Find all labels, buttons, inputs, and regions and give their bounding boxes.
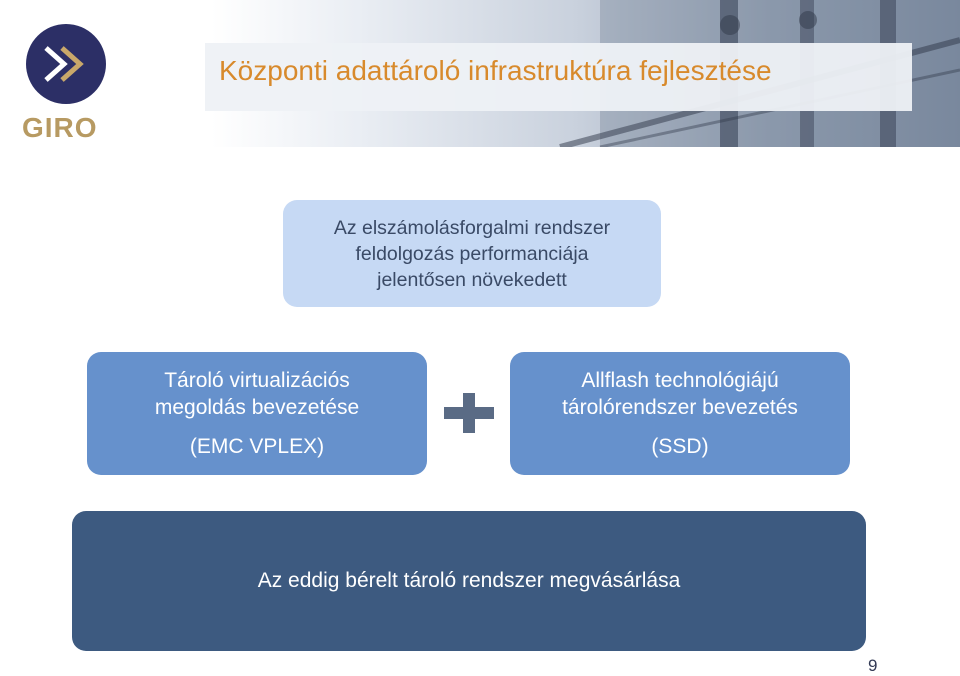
purchase-text: Az eddig bérelt tároló rendszer megvásárlása [257,569,681,592]
allflash-box [510,352,850,475]
chevron-right-icon [38,42,94,86]
plus-icon [444,393,494,433]
performance-box [283,200,661,307]
performance-line-2: feldolgozás performanciája [355,242,589,265]
virtualization-line-1: Tároló virtualizációs [164,369,350,392]
allflash-sub: (SSD) [651,435,709,458]
logo-text: GIRO [22,112,98,143]
virtualization-sub: (EMC VPLEX) [189,435,325,458]
virtualization-line-2: megoldás bevezetése [154,396,360,419]
giro-logo [18,20,108,145]
page-title: Központi adattároló infrastruktúra fejlesztése [219,55,772,86]
performance-line-3: jelentősen növekedett [377,268,567,291]
page-number: 9 [868,656,878,675]
performance-line-1: Az elszámolásforgalmi rendszer [333,216,611,239]
purchase-box [72,511,866,651]
allflash-line-2: tárolórendszer bevezetés [562,396,798,419]
allflash-line-1: Allflash technológiájú [581,369,779,392]
virtualization-box [87,352,427,475]
